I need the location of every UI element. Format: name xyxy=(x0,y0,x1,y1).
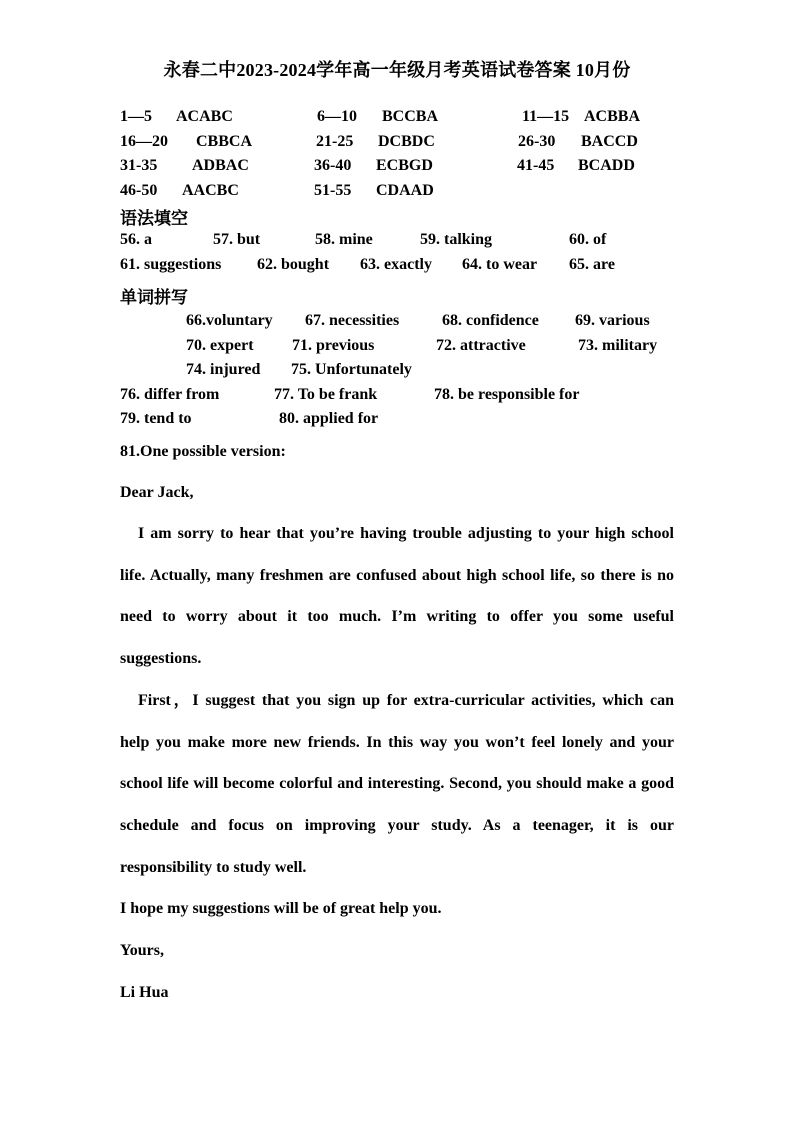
choice-range: 21-25 xyxy=(316,133,354,150)
choice-range: 1—5 xyxy=(120,108,152,125)
choice-range: 16—20 xyxy=(120,133,168,150)
spelling-item: 67. necessities xyxy=(305,312,400,329)
letter-signoff: Yours, xyxy=(120,942,165,959)
spelling-heading: 单词拼写 xyxy=(120,288,188,308)
grammar-item: 60. of xyxy=(569,231,607,248)
letter-paragraph-2: First，I suggest that you sign up for extra-curricular activities, which can help you make more new friends. In this way you won’t feel lonely and your school life will become colorful and interesting. Second, you should make a good schedule and focus on improving your study. As a teenager, it is our responsibility to study well. xyxy=(120,692,674,876)
letter-closing-line: I hope my suggestions will be of great help you. xyxy=(120,900,442,917)
page-title: 永春二中2023-2024学年高一年级月考英语试卷答案 10月份 xyxy=(163,60,631,80)
choice-range: 6—10 xyxy=(317,108,357,125)
phrase-item: 80. applied for xyxy=(279,410,379,427)
choice-answers: DCBDC xyxy=(378,133,435,150)
choice-answers: BCADD xyxy=(578,157,635,174)
spelling-item: 75. Unfortunately xyxy=(291,361,412,378)
spelling-item: 69. various xyxy=(575,312,650,329)
grammar-item: 59. talking xyxy=(420,231,493,248)
phrase-item: 79. tend to xyxy=(120,410,192,427)
spelling-item: 71. previous xyxy=(292,337,375,354)
spelling-item: 72. attractive xyxy=(436,337,526,354)
writing-label: 81.One possible version: xyxy=(120,443,286,460)
grammar-item: 58. mine xyxy=(315,231,373,248)
spelling-item: 73. military xyxy=(578,337,658,354)
letter-signature-name: Li Hua xyxy=(120,984,169,1001)
choice-range: 11—15 xyxy=(522,108,570,125)
letter-paragraph-1: I am sorry to hear that you’re having trouble adjusting to your high school life. Actually, many freshmen are confused about high school life, so there is no need to worry about it too much. I’m writing to offer you some useful suggestions. xyxy=(120,525,674,668)
choice-answers: ACBBA xyxy=(584,108,641,125)
grammar-item: 57. but xyxy=(213,231,261,248)
choice-answers: CDAAD xyxy=(376,182,434,199)
spelling-item: 66.voluntary xyxy=(186,312,273,329)
choice-range: 41-45 xyxy=(517,157,555,174)
grammar-heading: 语法填空 xyxy=(120,209,188,229)
phrase-item: 77. To be frank xyxy=(274,386,378,403)
choice-answers: ACABC xyxy=(176,108,233,125)
grammar-item: 65. are xyxy=(569,256,615,273)
choice-range: 31-35 xyxy=(120,157,158,174)
grammar-item: 56. a xyxy=(120,231,152,248)
choice-answers: ADBAC xyxy=(192,157,249,174)
spelling-item: 68. confidence xyxy=(442,312,539,329)
choice-answers: BCCBA xyxy=(382,108,439,125)
choice-answers: CBBCA xyxy=(196,133,253,150)
spelling-item: 74. injured xyxy=(186,361,261,378)
spelling-item: 70. expert xyxy=(186,337,254,354)
phrase-item: 78. be responsible for xyxy=(434,386,580,403)
choice-answers: AACBC xyxy=(182,182,239,199)
grammar-item: 61. suggestions xyxy=(120,256,222,273)
choice-range: 46-50 xyxy=(120,182,158,199)
choice-range: 36-40 xyxy=(314,157,352,174)
choice-answers: ECBGD xyxy=(376,157,433,174)
phrase-item: 76. differ from xyxy=(120,386,220,403)
grammar-item: 62. bought xyxy=(257,256,330,273)
choice-range: 51-55 xyxy=(314,182,352,199)
letter-greeting: Dear Jack, xyxy=(120,484,194,501)
choice-range: 26-30 xyxy=(518,133,556,150)
grammar-item: 63. exactly xyxy=(360,256,432,273)
grammar-item: 64. to wear xyxy=(462,256,538,273)
choice-answers: BACCD xyxy=(581,133,638,150)
